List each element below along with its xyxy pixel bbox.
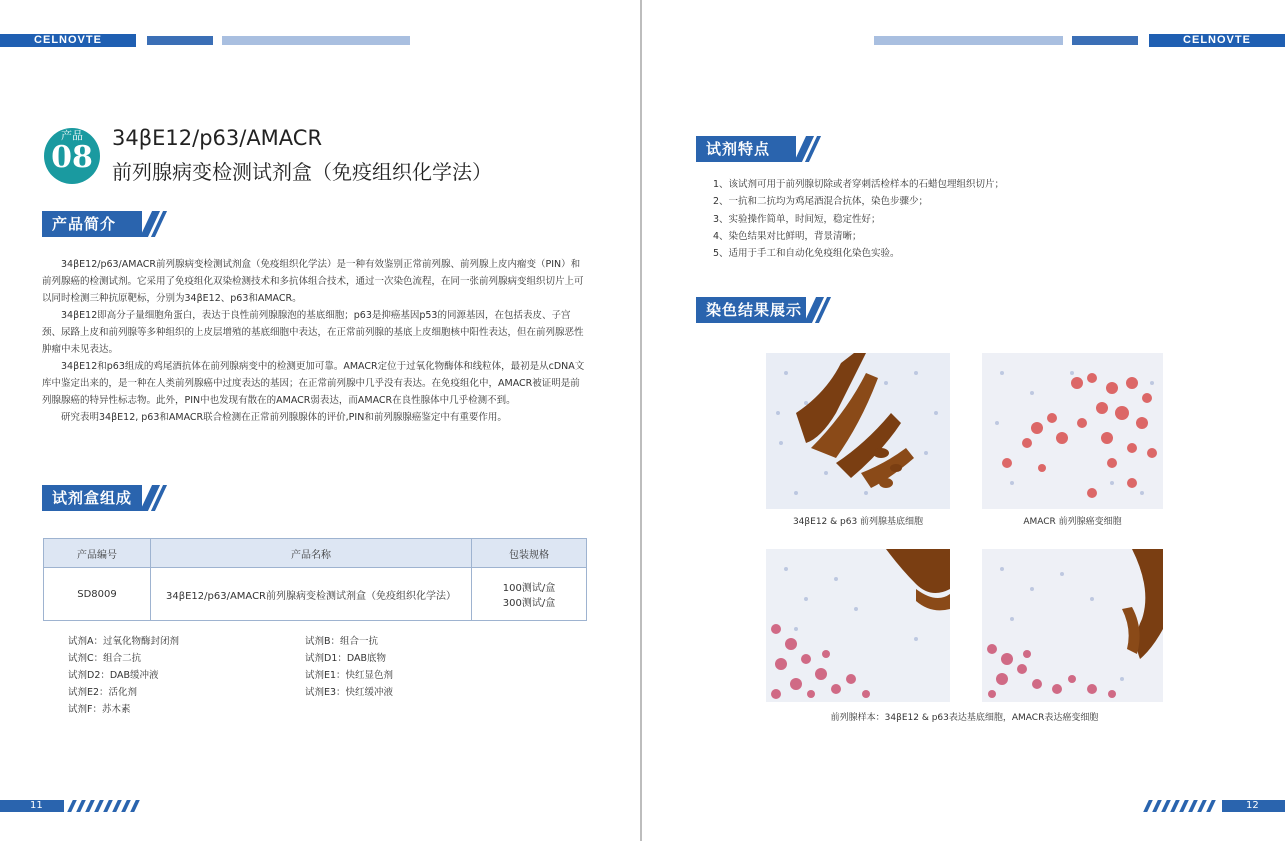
footer-stripe <box>1161 800 1171 812</box>
spec-line: 100测试/盒 <box>502 583 556 594</box>
stain-image-basal <box>766 353 950 509</box>
header-bar-dark <box>147 36 213 45</box>
stain-image-combined-2 <box>982 549 1163 702</box>
section-title-results: 染色结果展示 <box>696 297 806 323</box>
footer-stripe <box>1179 800 1189 812</box>
feature-item: 4、染色结果对比鲜明，背景清晰； <box>713 230 862 242</box>
section-header-kit <box>42 485 167 511</box>
kit-table <box>43 538 587 621</box>
stain-image-combined-1-graphic <box>766 549 950 702</box>
table-header: 产品编号 <box>44 539 151 568</box>
reagent-item: 试剂E1：快红显色剂 <box>305 670 394 681</box>
caption-combined: 前列腺样本：34βE12 & p63表达基底细胞，AMACR表达癌变细胞 <box>830 713 1099 723</box>
footer-stripe <box>85 800 95 812</box>
table-cell-name: 34βE12/p63/AMACR前列腺病变检测试剂盒（免疫组织化学法） <box>151 568 472 621</box>
feature-item: 3、实验操作简单，时间短，稳定性好； <box>713 213 881 225</box>
product-title-line1: 34βE12/p63/AMACR <box>112 126 323 150</box>
stain-image-basal-graphic <box>766 353 950 509</box>
product-number: 08 <box>51 140 93 175</box>
stain-image-combined-1 <box>766 549 950 702</box>
right-page <box>642 0 1285 841</box>
feature-list <box>713 176 1004 262</box>
caption-amacr: AMACR 前列腺癌变细胞 <box>1023 517 1122 527</box>
header-bar-light <box>874 36 1063 45</box>
product-title-line2: 前列腺病变检测试剂盒（免疫组织化学法） <box>112 160 492 184</box>
footer-stripes-right <box>1142 800 1222 812</box>
intro-paragraph: 34βE12即高分子量细胞角蛋白，表达于良性前列腺腺泡的基底细胞；p63是抑癌基因p53的同源基因，在包括表皮、子宫颈、尿路上皮和前列腺等多种组织的上皮层增殖的基底细胞中表达，在正常前列腺的基底上皮细胞核中阳性表达，但在前列腺恶性肿瘤中未见表达。 <box>42 310 584 355</box>
page-number-right: 12 <box>1246 800 1259 811</box>
reagent-item: 试剂C：组合二抗 <box>68 653 142 664</box>
reagent-item: 试剂F：苏木素 <box>68 704 131 715</box>
product-badge-label: 产品 <box>61 129 83 142</box>
stain-image-combined-2-graphic <box>982 549 1163 702</box>
footer-stripe <box>130 800 140 812</box>
section-header-results <box>696 297 821 323</box>
footer-stripes-left <box>68 800 143 812</box>
table-cell-spec <box>472 568 587 621</box>
footer-stripe <box>1143 800 1153 812</box>
section-header-intro <box>42 211 167 237</box>
footer-stripe <box>94 800 104 812</box>
intro-text <box>42 256 588 426</box>
feature-item: 1、该试剂可用于前列腺切除或者穿刺活检样本的石蜡包埋组织切片； <box>713 179 1005 190</box>
footer-stripe <box>112 800 122 812</box>
footer-stripe <box>103 800 113 812</box>
intro-paragraph: 34βE12/p63/AMACR前列腺病变检测试剂盒（免疫组织化学法）是一种有效鉴别正常前列腺、前列腺上皮内瘤变（PIN）和前列腺癌的检测试剂。它采用了免疫组化双染检测技术和多抗体组合技术，通过一次染色流程，在同一张前列腺病变组织切片上可以同时检测三种抗原靶标，分别为34βE12、p63和AMACR。 <box>42 259 584 304</box>
brand-logo-right: CELNOVTE <box>1149 34 1285 47</box>
section-header-features <box>696 136 821 162</box>
stain-image-amacr <box>982 353 1163 509</box>
caption-basal: 34βE12 & p63 前列腺基底细胞 <box>792 517 924 527</box>
section-title-kit: 试剂盒组成 <box>42 485 142 511</box>
footer-stripe <box>1188 800 1198 812</box>
table-header: 产品名称 <box>151 539 472 568</box>
table-header-row <box>44 539 587 568</box>
reagent-item: 试剂E3：快红缓冲液 <box>305 687 394 698</box>
reagent-item: 试剂D1：DAB底物 <box>305 653 387 664</box>
header-bar-dark <box>1072 36 1138 45</box>
table-header: 包装规格 <box>472 539 587 568</box>
footer-stripe <box>67 800 77 812</box>
header-bar-light <box>222 36 410 45</box>
reagent-item: 试剂D2：DAB缓冲液 <box>68 670 159 681</box>
reagent-item: 试剂A：过氧化物酶封闭剂 <box>68 636 179 647</box>
intro-paragraph: 34βE12和p63组成的鸡尾酒抗体在前列腺病变中的检测更加可靠。AMACR定位于过氧化物酶体和线粒体，最初是从cDNA文库中鉴定出来的，是一种在人类前列腺癌中过度表达的基因；在正常前列腺中几乎没有表达。在免疫组化中，AMACR被证明是前列腺腺癌的特异性标志物。此外，PIN中也发现有散在的AMACR弱表达，而AMACR在良性腺体中几乎检测不到。 <box>42 361 585 406</box>
feature-item: 5、适用于手工和自动化免疫组化染色实验。 <box>713 248 900 260</box>
page-number-left: 11 <box>30 800 43 811</box>
intro-paragraph: 研究表明34βE12, p63和AMACR联合检测在正常前列腺腺体的评价,PIN和前列腺腺癌鉴定中有重要作用。 <box>61 412 507 423</box>
footer-stripe <box>1206 800 1216 812</box>
section-title-intro: 产品简介 <box>42 211 142 237</box>
feature-item: 2、一抗和二抗均为鸡尾酒混合抗体，染色步骤少； <box>713 196 929 208</box>
stain-image-amacr-graphic <box>982 353 1163 509</box>
left-page <box>0 0 641 841</box>
footer-stripe <box>1152 800 1162 812</box>
footer-stripe <box>76 800 86 812</box>
section-title-features: 试剂特点 <box>696 136 796 162</box>
reagent-item: 试剂B：组合一抗 <box>305 636 379 647</box>
spec-line: 300测试/盒 <box>502 598 556 609</box>
table-cell-code: SD8009 <box>44 568 151 621</box>
table-row <box>44 568 587 621</box>
brand-logo-left: CELNOVTE <box>0 34 136 47</box>
footer-stripe <box>1197 800 1207 812</box>
reagent-item: 试剂E2：活化剂 <box>68 687 138 698</box>
footer-stripe <box>121 800 131 812</box>
footer-stripe <box>1170 800 1180 812</box>
